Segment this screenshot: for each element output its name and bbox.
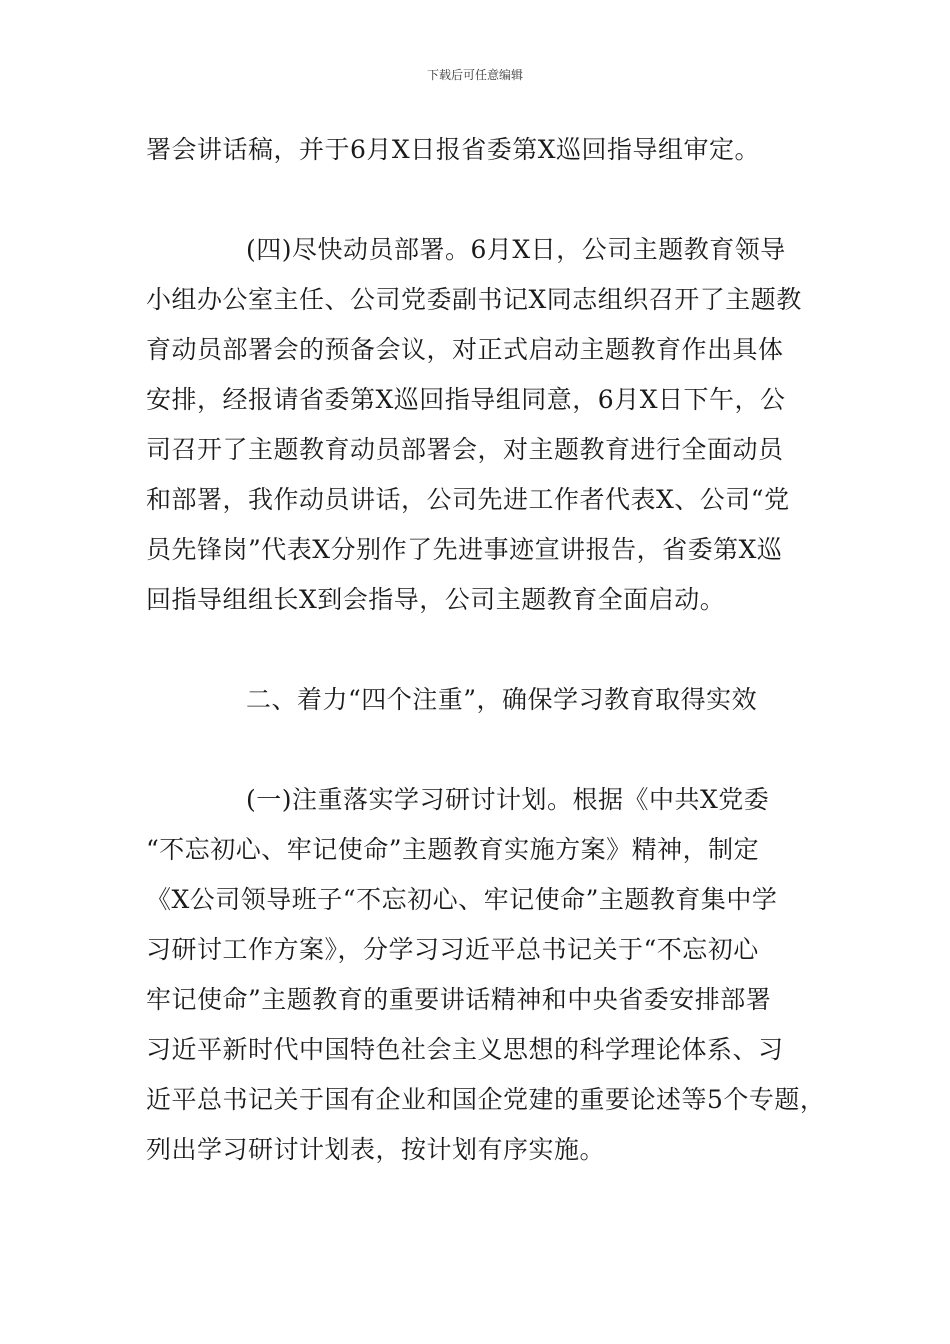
text-line: 署会讲话稿，并于6月X日报省委第X巡回指导组审定。 [146,135,761,164]
paragraph-start-line: (一)注重落实学习研讨计划。根据《中共X党委 [246,785,770,814]
page-header: 下载后可任意编辑 [426,68,523,82]
text-line: 和部署，我作动员讲话，公司先进工作者代表X、公司“党 [146,485,790,514]
text-line: 司召开了主题教育动员部署会，对主题教育进行全面动员 [146,435,784,464]
text-line: 员先锋岗”代表X分别作了先进事迹宣讲报告，省委第X巡 [146,535,783,564]
text-line: 列出学习研讨计划表，按计划有序实施。 [146,1135,606,1164]
text-line: 习近平新时代中国特色社会主义思想的科学理论体系、习 [146,1035,784,1064]
text-line: 育动员部署会的预备会议，对正式启动主题教育作出具体 [146,335,784,364]
text-line: 《X公司领导班子“不忘初心、牢记使命”主题教育集中学 [146,885,778,914]
text-line: 回指导组组长X到会指导，公司主题教育全面启动。 [146,585,726,614]
text-line: 近平总书记关于国有企业和国企党建的重要论述等5个专题， [146,1085,826,1114]
paragraph-start-line: (四)尽快动员部署。6月X日，公司主题教育领导 [246,235,786,264]
section-heading: 二、着力“四个注重”，确保学习教育取得实效 [246,685,758,714]
text-line: 牢记使命”主题教育的重要讲话精神和中央省委安排部署 [146,985,772,1014]
text-line: 安排，经报请省委第X巡回指导组同意，6月X日下午，公 [146,385,786,414]
text-line: 小组办公室主任、公司党委副书记X同志组织召开了主题教 [146,285,802,314]
text-line: 习研讨工作方案》，分学习习近平总书记关于“不忘初心 [146,935,759,964]
text-line: “不忘初心、牢记使命”主题教育实施方案》精神，制定 [146,835,760,864]
